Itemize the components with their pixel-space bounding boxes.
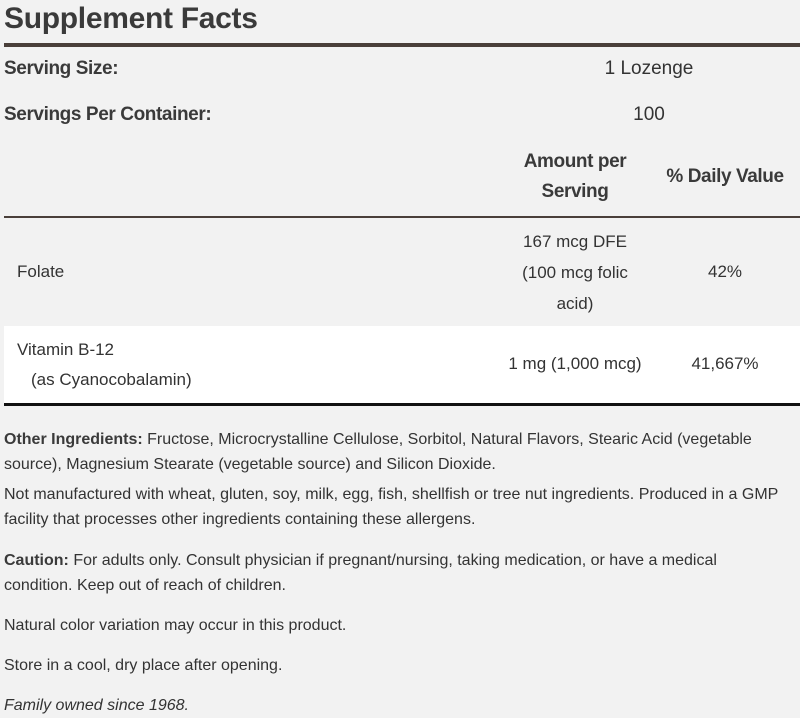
nutrient-name: Vitamin B-12 — [17, 340, 115, 359]
serving-size-label: Serving Size: — [4, 58, 119, 79]
allergen-statement: Not manufactured with wheat, gluten, soy, milk, egg, fish, shellfish or tree nut ingredients. Produced in a GMP facility that processes other ingredients containing these allergens. — [4, 486, 779, 528]
other-ingredients — [4, 427, 784, 477]
servings-per-container-value: 100 — [633, 104, 665, 125]
amount-per-serving-header — [500, 147, 650, 207]
servings-per-container-label: Servings Per Container: — [4, 104, 212, 125]
serving-size-value: 1 Lozenge — [604, 58, 694, 79]
serving-size-row — [4, 58, 800, 88]
amount-header-line1: Amount per — [523, 151, 627, 172]
nutrient-amount: 1 mg (1,000 mcg) — [508, 354, 642, 373]
storage-note: Store in a cool, dry place after opening. — [4, 657, 283, 674]
nutrient-subname: (as Cyanocobalamin) — [31, 370, 192, 389]
title-divider — [4, 43, 800, 47]
amount-line: 167 mcg DFE — [523, 232, 627, 251]
caution-label: Caution: — [4, 552, 69, 569]
daily-value-header: % Daily Value — [666, 166, 784, 187]
color-variation-note: Natural color variation may occur in this product. — [4, 617, 347, 634]
caution — [4, 548, 784, 598]
nutrient-amount — [500, 226, 650, 319]
nutrient-daily-value: 41,667% — [691, 354, 759, 373]
caution-text: For adults only. Consult physician if pregnant/nursing, taking medication, or have a medical condition. Keep out of reach of children. — [4, 552, 717, 594]
amount-header-line2: Serving — [541, 181, 609, 202]
nutrient-daily-value: 42% — [707, 262, 743, 281]
other-ingredients-text: Fructose, Microcrystalline Cellulose, Sorbitol, Natural Flavors, Stearic Acid (vegetable source), Magnesium Stearate (vegetable source) and Silicon Dioxide. — [4, 431, 752, 473]
family-owned-note: Family owned since 1968. — [4, 697, 189, 714]
nutrient-name: Folate — [17, 262, 65, 281]
servings-per-container-row — [4, 104, 800, 134]
page-title: Supplement Facts — [4, 2, 258, 35]
other-ingredients-label: Other Ingredients: — [4, 431, 143, 448]
amount-line: acid) — [556, 294, 594, 313]
table-bottom-divider — [4, 403, 800, 406]
amount-line: (100 mcg folic — [522, 263, 628, 282]
